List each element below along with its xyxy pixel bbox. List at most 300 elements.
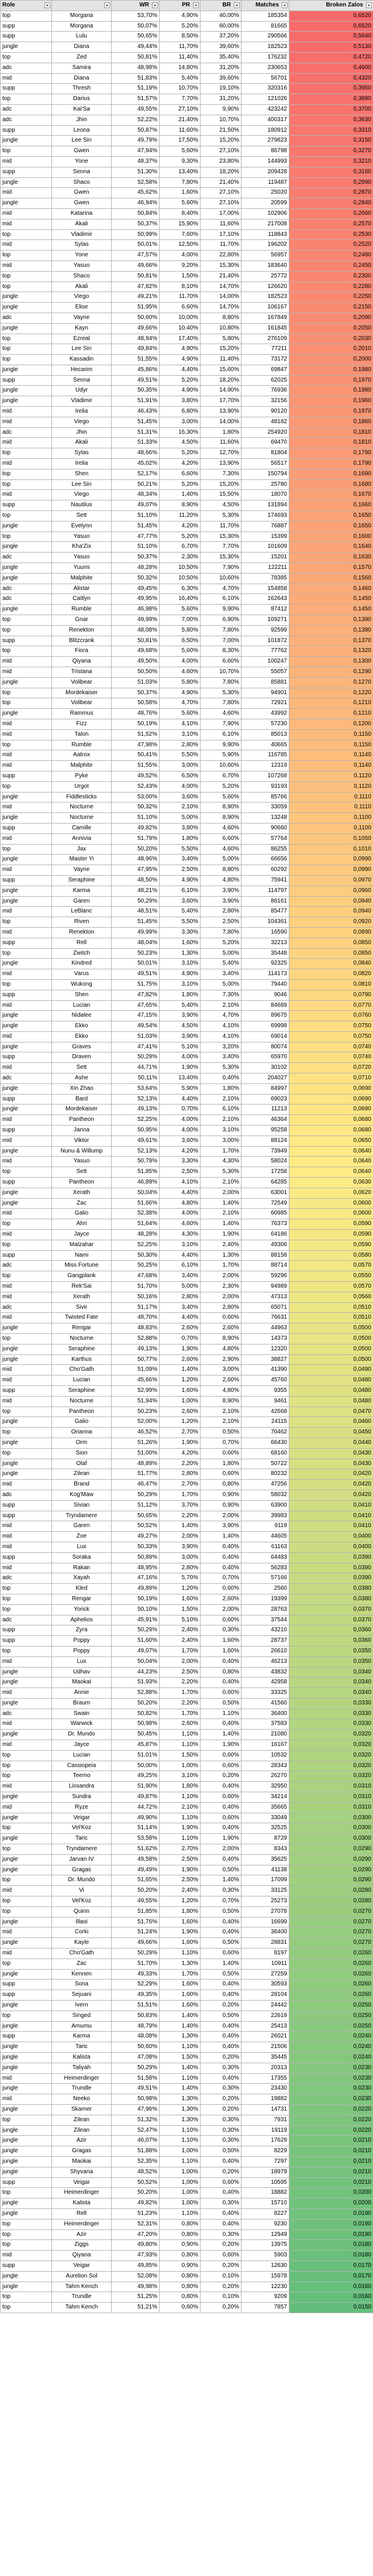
- cell-pr[interactable]: 4,00%: [160, 1209, 201, 1219]
- cell-wr[interactable]: 47,82%: [112, 282, 160, 292]
- cell-champion[interactable]: Yone: [52, 156, 112, 167]
- cell-pr[interactable]: 1,90%: [160, 1823, 201, 1834]
- cell-pr[interactable]: 1,10%: [160, 1730, 201, 1740]
- cell-role[interactable]: supp: [1, 1980, 52, 1990]
- cell-champion[interactable]: Tryndamere: [52, 1844, 112, 1855]
- cell-pr[interactable]: 2,60%: [160, 1719, 201, 1730]
- cell-matches[interactable]: 80232: [241, 1469, 289, 1480]
- cell-br[interactable]: 0,50%: [201, 1698, 241, 1709]
- cell-wr[interactable]: 51,62%: [112, 1844, 160, 1855]
- cell-broken-score[interactable]: 0,0890: [289, 927, 373, 938]
- cell-broken-score[interactable]: 0,0330: [289, 1719, 373, 1730]
- cell-br[interactable]: 1,30%: [201, 1250, 241, 1261]
- cell-role[interactable]: top: [1, 251, 52, 261]
- cell-champion[interactable]: Sett: [52, 1167, 112, 1178]
- cell-matches[interactable]: 176232: [241, 52, 289, 63]
- cell-br[interactable]: 0,40%: [201, 1563, 241, 1573]
- cell-wr[interactable]: 51,21%: [112, 2303, 160, 2313]
- cell-role[interactable]: supp: [1, 1052, 52, 1063]
- cell-role[interactable]: jungle: [1, 1417, 52, 1428]
- cell-wr[interactable]: 52,08%: [112, 2271, 160, 2282]
- cell-br[interactable]: 0,60%: [201, 1688, 241, 1699]
- cell-matches[interactable]: 276109: [241, 334, 289, 344]
- cell-role[interactable]: adc: [1, 1573, 52, 1584]
- cell-broken-score[interactable]: 0,2300: [289, 271, 373, 282]
- cell-br[interactable]: 2,10%: [201, 1178, 241, 1188]
- cell-role[interactable]: jungle: [1, 177, 52, 188]
- cell-br[interactable]: 3,90%: [201, 896, 241, 907]
- cell-matches[interactable]: 209428: [241, 167, 289, 177]
- cell-role[interactable]: jungle: [1, 2208, 52, 2219]
- cell-matches[interactable]: 43210: [241, 1625, 289, 1636]
- cell-matches[interactable]: 114173: [241, 969, 289, 980]
- cell-broken-score[interactable]: 0,2450: [289, 260, 373, 271]
- cell-pr[interactable]: 3,40%: [160, 1302, 201, 1313]
- cell-wr[interactable]: 50,35%: [112, 386, 160, 396]
- cell-wr[interactable]: 51,12%: [112, 1500, 160, 1511]
- cell-champion[interactable]: Darius: [52, 94, 112, 105]
- cell-matches[interactable]: 9209: [241, 2292, 289, 2303]
- cell-br[interactable]: 0,20%: [201, 2240, 241, 2251]
- cell-matches[interactable]: 65970: [241, 1052, 289, 1063]
- cell-matches[interactable]: 7297: [241, 2156, 289, 2167]
- cell-champion[interactable]: Tristana: [52, 667, 112, 678]
- cell-pr[interactable]: 3,60%: [160, 1136, 201, 1146]
- cell-role[interactable]: jungle: [1, 2021, 52, 2032]
- cell-champion[interactable]: Karma: [52, 886, 112, 896]
- cell-broken-score[interactable]: 0,1570: [289, 563, 373, 574]
- cell-champion[interactable]: Gwen: [52, 198, 112, 209]
- cell-role[interactable]: jungle: [1, 2271, 52, 2282]
- cell-role[interactable]: jungle: [1, 2198, 52, 2209]
- cell-matches[interactable]: 122211: [241, 563, 289, 574]
- cell-champion[interactable]: Malzahar: [52, 1240, 112, 1250]
- cell-matches[interactable]: 45760: [241, 1376, 289, 1386]
- cell-matches[interactable]: 8729: [241, 1834, 289, 1844]
- cell-pr[interactable]: 13,40%: [160, 1073, 201, 1084]
- cell-br[interactable]: 0,40%: [201, 1073, 241, 1084]
- cell-matches[interactable]: 154858: [241, 584, 289, 594]
- cell-br[interactable]: 11,60%: [201, 438, 241, 448]
- cell-role[interactable]: jungle: [1, 1469, 52, 1480]
- cell-wr[interactable]: 49,44%: [112, 42, 160, 53]
- cell-wr[interactable]: 51,30%: [112, 167, 160, 177]
- cell-matches[interactable]: 27259: [241, 1969, 289, 1980]
- cell-br[interactable]: 17,00%: [201, 208, 241, 219]
- cell-champion[interactable]: Shaco: [52, 177, 112, 188]
- cell-br[interactable]: 0,40%: [201, 1678, 241, 1688]
- cell-matches[interactable]: 183640: [241, 260, 289, 271]
- cell-br[interactable]: 2,60%: [201, 1376, 241, 1386]
- cell-matches[interactable]: 64483: [241, 1552, 289, 1563]
- cell-br[interactable]: 7,30%: [201, 990, 241, 1000]
- cell-champion[interactable]: Kassadin: [52, 355, 112, 365]
- cell-wr[interactable]: 50,21%: [112, 479, 160, 490]
- cell-role[interactable]: jungle: [1, 303, 52, 313]
- cell-pr[interactable]: 1,20%: [160, 1896, 201, 1907]
- cell-br[interactable]: 6,90%: [201, 615, 241, 626]
- cell-pr[interactable]: 11,70%: [160, 292, 201, 303]
- cell-role[interactable]: supp: [1, 990, 52, 1000]
- cell-champion[interactable]: Orm: [52, 1438, 112, 1448]
- cell-champion[interactable]: Rakan: [52, 1563, 112, 1573]
- cell-matches[interactable]: 25413: [241, 2021, 289, 2032]
- cell-matches[interactable]: 36400: [241, 1709, 289, 1719]
- cell-champion[interactable]: Lucian: [52, 1376, 112, 1386]
- cell-br[interactable]: 2,00%: [201, 1188, 241, 1198]
- cell-champion[interactable]: Galio: [52, 1209, 112, 1219]
- cell-broken-score[interactable]: 0,0360: [289, 1636, 373, 1647]
- cell-pr[interactable]: 2,20%: [160, 1678, 201, 1688]
- cell-pr[interactable]: 2,00%: [160, 1656, 201, 1667]
- cell-pr[interactable]: 3,00%: [160, 761, 201, 771]
- cell-br[interactable]: 0,20%: [201, 2094, 241, 2105]
- cell-role[interactable]: jungle: [1, 1459, 52, 1469]
- cell-pr[interactable]: 1,50%: [160, 1604, 201, 1615]
- cell-wr[interactable]: 51,03%: [112, 1031, 160, 1042]
- cell-wr[interactable]: 51,76%: [112, 1917, 160, 1927]
- cell-wr[interactable]: 50,37%: [112, 219, 160, 229]
- cell-broken-score[interactable]: 0,1300: [289, 657, 373, 667]
- cell-role[interactable]: mid: [1, 907, 52, 917]
- cell-role[interactable]: jungle: [1, 2125, 52, 2136]
- cell-role[interactable]: supp: [1, 636, 52, 646]
- cell-pr[interactable]: 16,40%: [160, 594, 201, 605]
- cell-pr[interactable]: 4,10%: [160, 1178, 201, 1188]
- cell-br[interactable]: 4,60%: [201, 844, 241, 855]
- cell-matches[interactable]: 79440: [241, 979, 289, 990]
- cell-matches[interactable]: 35625: [241, 1854, 289, 1865]
- cell-champion[interactable]: Gwen: [52, 146, 112, 157]
- cell-broken-score[interactable]: 0,5130: [289, 42, 373, 53]
- cell-champion[interactable]: Gnar: [52, 615, 112, 626]
- cell-role[interactable]: jungle: [1, 136, 52, 146]
- cell-wr[interactable]: 49,35%: [112, 1990, 160, 2001]
- cell-broken-score[interactable]: 0,0190: [289, 2229, 373, 2240]
- cell-champion[interactable]: LeBlanc: [52, 907, 112, 917]
- cell-matches[interactable]: 24442: [241, 2001, 289, 2011]
- cell-wr[interactable]: 44,23%: [112, 1667, 160, 1678]
- cell-wr[interactable]: 50,79%: [112, 1157, 160, 1167]
- cell-pr[interactable]: 4,00%: [160, 1126, 201, 1136]
- cell-role[interactable]: top: [1, 2188, 52, 2198]
- cell-champion[interactable]: Evelynn: [52, 521, 112, 531]
- cell-wr[interactable]: 50,87%: [112, 125, 160, 136]
- cell-champion[interactable]: Cho'Gath: [52, 1365, 112, 1376]
- cell-broken-score[interactable]: 0,0420: [289, 1490, 373, 1500]
- cell-matches[interactable]: 18070: [241, 490, 289, 500]
- cell-role[interactable]: mid: [1, 1313, 52, 1323]
- cell-matches[interactable]: 279823: [241, 136, 289, 146]
- cell-role[interactable]: adc: [1, 1302, 52, 1313]
- cell-broken-score[interactable]: 0,0740: [289, 1052, 373, 1063]
- cell-wr[interactable]: 48,98%: [112, 63, 160, 73]
- cell-pr[interactable]: 4,20%: [160, 1448, 201, 1459]
- cell-broken-score[interactable]: 0,0720: [289, 1063, 373, 1073]
- cell-wr[interactable]: 49,58%: [112, 1854, 160, 1865]
- cell-wr[interactable]: 49,61%: [112, 1136, 160, 1146]
- cell-broken-score[interactable]: 0,0970: [289, 875, 373, 886]
- cell-matches[interactable]: 47256: [241, 1480, 289, 1490]
- cell-br[interactable]: 4,10%: [201, 1021, 241, 1032]
- cell-pr[interactable]: 2,50%: [160, 865, 201, 876]
- cell-matches[interactable]: 42958: [241, 1678, 289, 1688]
- cell-pr[interactable]: 3,10%: [160, 1240, 201, 1250]
- cell-role[interactable]: adc: [1, 1490, 52, 1500]
- cell-role[interactable]: jungle: [1, 2156, 52, 2167]
- cell-champion[interactable]: Lee Sin: [52, 136, 112, 146]
- cell-pr[interactable]: 1,60%: [160, 2001, 201, 2011]
- cell-wr[interactable]: 49,55%: [112, 1896, 160, 1907]
- cell-matches[interactable]: 16590: [241, 927, 289, 938]
- cell-role[interactable]: top: [1, 355, 52, 365]
- cell-broken-score[interactable]: 0,1630: [289, 553, 373, 563]
- cell-matches[interactable]: 50722: [241, 1459, 289, 1469]
- cell-br[interactable]: 0,60%: [201, 1615, 241, 1625]
- cell-pr[interactable]: 4,20%: [160, 521, 201, 531]
- cell-champion[interactable]: Maokai: [52, 2156, 112, 2167]
- cell-broken-score[interactable]: 0,0370: [289, 1604, 373, 1615]
- cell-role[interactable]: supp: [1, 2261, 52, 2271]
- cell-role[interactable]: jungle: [1, 323, 52, 334]
- cell-matches[interactable]: 32156: [241, 396, 289, 407]
- cell-pr[interactable]: 10,40%: [160, 323, 201, 334]
- cell-role[interactable]: jungle: [1, 1813, 52, 1823]
- cell-pr[interactable]: 1,70%: [160, 1688, 201, 1699]
- cell-wr[interactable]: 50,16%: [112, 1292, 160, 1302]
- cell-br[interactable]: 0,20%: [201, 2303, 241, 2313]
- cell-broken-score[interactable]: 0,0290: [289, 1865, 373, 1875]
- cell-champion[interactable]: Rek'Sai: [52, 1282, 112, 1292]
- cell-wr[interactable]: 50,04%: [112, 1656, 160, 1667]
- cell-pr[interactable]: 5,60%: [160, 605, 201, 615]
- cell-wr[interactable]: 50,95%: [112, 1126, 160, 1136]
- cell-pr[interactable]: 5,20%: [160, 448, 201, 459]
- cell-wr[interactable]: 50,07%: [112, 21, 160, 32]
- cell-role[interactable]: supp: [1, 938, 52, 948]
- cell-role[interactable]: jungle: [1, 542, 52, 553]
- cell-role[interactable]: mid: [1, 761, 52, 771]
- cell-broken-score[interactable]: 0,0380: [289, 1594, 373, 1604]
- cell-pr[interactable]: 1,60%: [160, 188, 201, 198]
- cell-role[interactable]: jungle: [1, 1146, 52, 1157]
- cell-broken-score[interactable]: 0,0410: [289, 1500, 373, 1511]
- cell-matches[interactable]: 290566: [241, 32, 289, 42]
- cell-role[interactable]: adc: [1, 594, 52, 605]
- cell-matches[interactable]: 37544: [241, 1615, 289, 1625]
- cell-wr[interactable]: 51,23%: [112, 2208, 160, 2219]
- cell-pr[interactable]: 2,20%: [160, 1511, 201, 1521]
- cell-pr[interactable]: 2,70%: [160, 1844, 201, 1855]
- cell-pr[interactable]: 1,10%: [160, 1949, 201, 1959]
- cell-role[interactable]: mid: [1, 1209, 52, 1219]
- cell-champion[interactable]: Ashe: [52, 1073, 112, 1084]
- cell-pr[interactable]: 2,20%: [160, 1698, 201, 1709]
- cell-matches[interactable]: 56283: [241, 1563, 289, 1573]
- cell-role[interactable]: jungle: [1, 573, 52, 584]
- cell-matches[interactable]: 78385: [241, 573, 289, 584]
- cell-matches[interactable]: 61163: [241, 1542, 289, 1552]
- cell-matches[interactable]: 93193: [241, 781, 289, 792]
- cell-br[interactable]: 0,10%: [201, 2271, 241, 2282]
- cell-wr[interactable]: 47,57%: [112, 251, 160, 261]
- cell-role[interactable]: mid: [1, 438, 52, 448]
- cell-broken-score[interactable]: 0,0690: [289, 1105, 373, 1115]
- cell-wr[interactable]: 44,72%: [112, 1802, 160, 1813]
- cell-role[interactable]: mid: [1, 865, 52, 876]
- cell-broken-score[interactable]: 0,1220: [289, 688, 373, 698]
- cell-pr[interactable]: 3,40%: [160, 1271, 201, 1282]
- cell-broken-score[interactable]: 0,2030: [289, 334, 373, 344]
- cell-br[interactable]: 2,60%: [201, 1323, 241, 1334]
- cell-br[interactable]: 0,40%: [201, 1782, 241, 1792]
- cell-br[interactable]: 3,90%: [201, 886, 241, 896]
- cell-pr[interactable]: 3,90%: [160, 1011, 201, 1021]
- cell-champion[interactable]: Swain: [52, 1709, 112, 1719]
- cell-matches[interactable]: 101872: [241, 636, 289, 646]
- cell-pr[interactable]: 6,50%: [160, 771, 201, 781]
- cell-broken-score[interactable]: 0,1050: [289, 833, 373, 844]
- cell-broken-score[interactable]: 0,0310: [289, 1792, 373, 1803]
- cell-matches[interactable]: 32950: [241, 1782, 289, 1792]
- cell-matches[interactable]: 69847: [241, 365, 289, 375]
- cell-role[interactable]: supp: [1, 875, 52, 886]
- cell-pr[interactable]: 9,20%: [160, 260, 201, 271]
- cell-role[interactable]: mid: [1, 1949, 52, 1959]
- cell-champion[interactable]: Nunu & Willump: [52, 1146, 112, 1157]
- cell-br[interactable]: 0,60%: [201, 2251, 241, 2261]
- cell-wr[interactable]: 45,02%: [112, 459, 160, 469]
- cell-wr[interactable]: 51,14%: [112, 1823, 160, 1834]
- cell-br[interactable]: 2,10%: [201, 1209, 241, 1219]
- cell-champion[interactable]: Veigar: [52, 2177, 112, 2188]
- cell-wr[interactable]: 50,52%: [112, 2177, 160, 2188]
- cell-matches[interactable]: 56701: [241, 73, 289, 84]
- cell-matches[interactable]: 254920: [241, 427, 289, 438]
- cell-br[interactable]: 0,30%: [201, 1625, 241, 1636]
- cell-wr[interactable]: 50,19%: [112, 1594, 160, 1604]
- cell-wr[interactable]: 48,04%: [112, 938, 160, 948]
- cell-matches[interactable]: 180912: [241, 125, 289, 136]
- cell-role[interactable]: jungle: [1, 1730, 52, 1740]
- cell-matches[interactable]: 182523: [241, 292, 289, 303]
- cell-broken-score[interactable]: 0,0480: [289, 1396, 373, 1407]
- cell-broken-score[interactable]: 0,0220: [289, 2104, 373, 2115]
- cell-pr[interactable]: 6,10%: [160, 886, 201, 896]
- cell-wr[interactable]: 50,65%: [112, 1511, 160, 1521]
- cell-broken-score[interactable]: 0,0590: [289, 1230, 373, 1240]
- cell-br[interactable]: 0,30%: [201, 2198, 241, 2209]
- cell-role[interactable]: top: [1, 11, 52, 21]
- filter-dropdown-icon[interactable]: [282, 2, 288, 8]
- cell-champion[interactable]: Vi: [52, 1886, 112, 1896]
- cell-wr[interactable]: 51,52%: [112, 729, 160, 740]
- cell-broken-score[interactable]: 0,1150: [289, 740, 373, 750]
- cell-matches[interactable]: 182523: [241, 42, 289, 53]
- cell-broken-score[interactable]: 0,0190: [289, 2219, 373, 2229]
- cell-broken-score[interactable]: 0,0680: [289, 1115, 373, 1126]
- cell-br[interactable]: 0,40%: [201, 2156, 241, 2167]
- cell-role[interactable]: supp: [1, 1636, 52, 1647]
- cell-matches[interactable]: 9355: [241, 1385, 289, 1396]
- cell-broken-score[interactable]: 0,1810: [289, 427, 373, 438]
- cell-role[interactable]: jungle: [1, 1344, 52, 1354]
- cell-champion[interactable]: Rengar: [52, 1594, 112, 1604]
- cell-broken-score[interactable]: 0,1100: [289, 813, 373, 824]
- cell-role[interactable]: supp: [1, 771, 52, 781]
- cell-champion[interactable]: Blitzcrank: [52, 636, 112, 646]
- cell-br[interactable]: 4,70%: [201, 584, 241, 594]
- cell-wr[interactable]: 51,09%: [112, 1365, 160, 1376]
- cell-role[interactable]: jungle: [1, 1854, 52, 1865]
- cell-br[interactable]: 1,10%: [201, 1709, 241, 1719]
- cell-champion[interactable]: Sylas: [52, 448, 112, 459]
- cell-wr[interactable]: 51,03%: [112, 677, 160, 688]
- cell-br[interactable]: 0,40%: [201, 1917, 241, 1927]
- cell-role[interactable]: supp: [1, 1178, 52, 1188]
- cell-br[interactable]: 2,00%: [201, 1292, 241, 1302]
- cell-role[interactable]: mid: [1, 1802, 52, 1813]
- cell-br[interactable]: 0,60%: [201, 2177, 241, 2188]
- cell-matches[interactable]: 63001: [241, 1188, 289, 1198]
- cell-br[interactable]: 15,30%: [201, 531, 241, 542]
- cell-broken-score[interactable]: 0,1010: [289, 844, 373, 855]
- cell-role[interactable]: top: [1, 625, 52, 636]
- cell-broken-score[interactable]: 0,1650: [289, 521, 373, 531]
- cell-pr[interactable]: 5,10%: [160, 1042, 201, 1052]
- cell-matches[interactable]: 161845: [241, 323, 289, 334]
- cell-matches[interactable]: 21506: [241, 2042, 289, 2053]
- cell-matches[interactable]: 94989: [241, 1282, 289, 1292]
- cell-wr[interactable]: 49,99%: [112, 927, 160, 938]
- cell-champion[interactable]: Nocturne: [52, 813, 112, 824]
- cell-br[interactable]: 9,90%: [201, 104, 241, 115]
- cell-br[interactable]: 21,40%: [201, 271, 241, 282]
- cell-br[interactable]: 8,80%: [201, 313, 241, 323]
- cell-champion[interactable]: Viego: [52, 417, 112, 427]
- cell-role[interactable]: top: [1, 1750, 52, 1761]
- cell-wr[interactable]: 50,29%: [112, 1625, 160, 1636]
- cell-wr[interactable]: 52,88%: [112, 1688, 160, 1699]
- cell-champion[interactable]: Sejuani: [52, 1990, 112, 2001]
- cell-champion[interactable]: Ahri: [52, 1219, 112, 1230]
- cell-role[interactable]: jungle: [1, 198, 52, 209]
- cell-role[interactable]: mid: [1, 1376, 52, 1386]
- cell-role[interactable]: adc: [1, 1261, 52, 1271]
- cell-broken-score[interactable]: 0,0600: [289, 1198, 373, 1209]
- cell-broken-score[interactable]: 0,1210: [289, 709, 373, 719]
- cell-role[interactable]: supp: [1, 1511, 52, 1521]
- cell-pr[interactable]: 7,70%: [160, 94, 201, 105]
- cell-wr[interactable]: 50,60%: [112, 313, 160, 323]
- cell-matches[interactable]: 167849: [241, 313, 289, 323]
- cell-role[interactable]: mid: [1, 240, 52, 251]
- cell-champion[interactable]: Janna: [52, 1126, 112, 1136]
- cell-matches[interactable]: 88714: [241, 1261, 289, 1271]
- cell-wr[interactable]: 50,98%: [112, 1719, 160, 1730]
- cell-br[interactable]: 14,00%: [201, 292, 241, 303]
- cell-champion[interactable]: Seraphine: [52, 1344, 112, 1354]
- cell-br[interactable]: 22,80%: [201, 251, 241, 261]
- cell-broken-score[interactable]: 0,0210: [289, 2146, 373, 2157]
- cell-pr[interactable]: 2,40%: [160, 1625, 201, 1636]
- cell-matches[interactable]: 9230: [241, 2219, 289, 2229]
- cell-br[interactable]: 1,40%: [201, 1219, 241, 1230]
- cell-wr[interactable]: 50,41%: [112, 750, 160, 761]
- cell-pr[interactable]: 11,40%: [160, 52, 201, 63]
- cell-role[interactable]: jungle: [1, 386, 52, 396]
- cell-pr[interactable]: 5,20%: [160, 531, 201, 542]
